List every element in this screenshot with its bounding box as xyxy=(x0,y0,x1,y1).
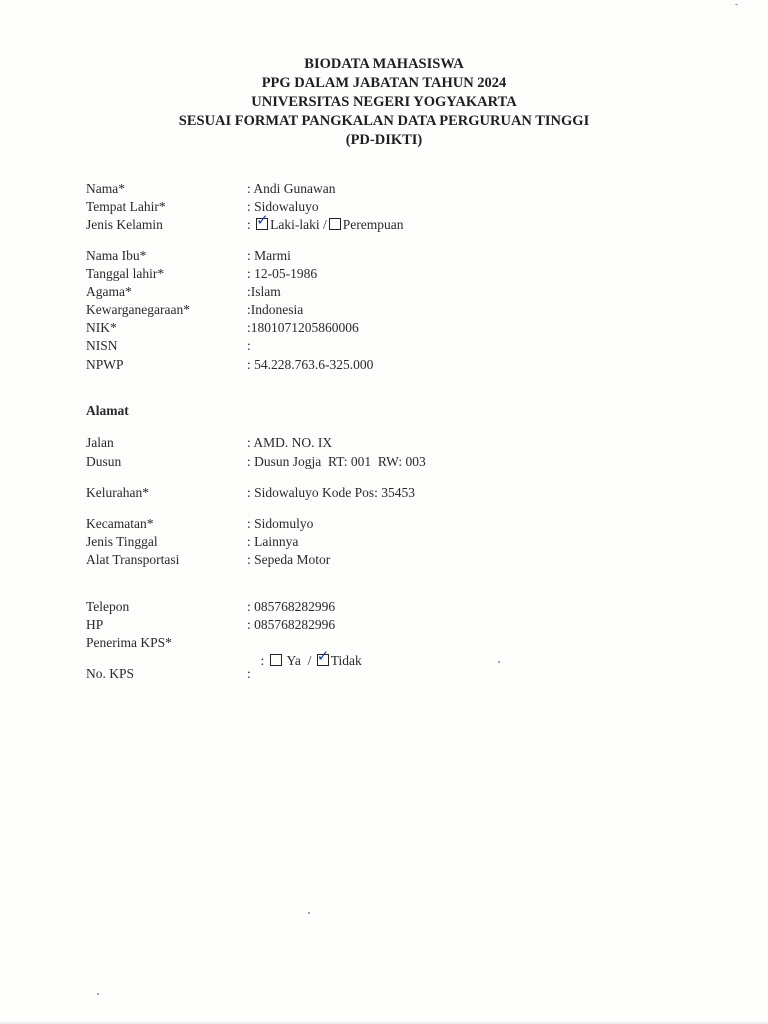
option-ya: Ya / xyxy=(283,653,315,668)
field-value: :1801071205860006 xyxy=(247,320,359,335)
field-label: Kelurahan* xyxy=(86,485,149,500)
scan-speck xyxy=(308,912,310,914)
checkbox-ya[interactable] xyxy=(270,654,282,666)
field-label: NISN xyxy=(86,338,118,353)
field-label: Tanggal lahir* xyxy=(86,266,165,281)
field-label: Kecamatan* xyxy=(86,516,154,531)
field-label: Telepon xyxy=(86,599,130,614)
check-icon: ✓ xyxy=(316,647,330,665)
field-value: : Sidowaluyo xyxy=(247,199,319,214)
title-line-4: SESUAI FORMAT PANGKALAN DATA PERGURUAN TINGGI xyxy=(178,113,590,129)
field-label: Penerima KPS* xyxy=(86,635,172,650)
field-label: Dusun xyxy=(86,454,122,469)
checkbox-laki-laki[interactable] xyxy=(256,211,269,230)
option-separator: / xyxy=(319,217,327,232)
field-value: : 085768282996 xyxy=(247,617,336,632)
field-value: : 12-05-1986 xyxy=(247,266,318,281)
field-label: NIK* xyxy=(86,320,117,335)
field-label: Jenis Tinggal xyxy=(86,534,158,549)
title-line-3: UNIVERSITAS NEGERI YOGYAKARTA xyxy=(251,94,517,110)
field-value: : Dusun Jogja RT: 001 RW: 003 xyxy=(247,454,426,469)
field-value: :Islam xyxy=(247,284,281,299)
field-label: HP xyxy=(86,617,104,632)
option-laki-laki: Laki-laki xyxy=(270,217,320,232)
checkbox-tidak[interactable] xyxy=(316,647,330,666)
field-value: : xyxy=(247,338,251,353)
field-value: : Marmi xyxy=(247,248,291,263)
field-value: : Sidowaluyo Kode Pos: 35453 xyxy=(247,485,416,500)
field-label: Jenis Kelamin xyxy=(86,217,163,232)
option-perempuan: Perempuan xyxy=(342,217,404,232)
field-label: NPWP xyxy=(86,357,124,372)
colon-prefix: : xyxy=(247,217,255,232)
check-icon: ✓ xyxy=(256,211,269,229)
field-value: : Sidomulyo xyxy=(247,516,314,531)
title-line-1: BIODATA MAHASISWA xyxy=(304,56,464,72)
field-value: : 54.228.763.6-325.000 xyxy=(247,357,374,372)
field-value: : Sepeda Motor xyxy=(247,552,331,567)
field-label: Kewarganegaraan* xyxy=(86,302,190,317)
field-value: : Andi Gunawan xyxy=(247,181,336,196)
option-tidak: Tidak xyxy=(330,653,362,668)
gender-options xyxy=(247,211,404,234)
field-label: No. KPS xyxy=(86,666,135,681)
scan-speck xyxy=(735,4,738,5)
field-label: Jalan xyxy=(86,435,114,450)
field-value: : xyxy=(247,666,251,681)
section-heading-alamat: Alamat xyxy=(86,403,129,418)
field-value: :Indonesia xyxy=(247,302,304,317)
field-value: : 085768282996 xyxy=(247,599,336,614)
field-label: Alat Transportasi xyxy=(86,552,180,567)
document-title xyxy=(0,55,768,150)
colon-prefix: : xyxy=(260,653,268,668)
scan-speck xyxy=(498,661,500,663)
field-value: : Lainnya xyxy=(247,534,299,549)
field-label: Nama Ibu* xyxy=(86,248,147,263)
scan-speck xyxy=(97,993,99,995)
field-label: Tempat Lahir* xyxy=(86,199,166,214)
field-label: Nama* xyxy=(86,181,125,196)
field-value: : AMD. NO. IX xyxy=(247,435,333,450)
kps-options xyxy=(247,634,362,688)
title-line-2: PPG DALAM JABATAN TAHUN 2024 xyxy=(261,75,507,91)
field-label: Agama* xyxy=(86,284,132,299)
checkbox-perempuan[interactable] xyxy=(329,218,341,230)
title-line-5: (PD-DIKTI) xyxy=(345,132,423,148)
